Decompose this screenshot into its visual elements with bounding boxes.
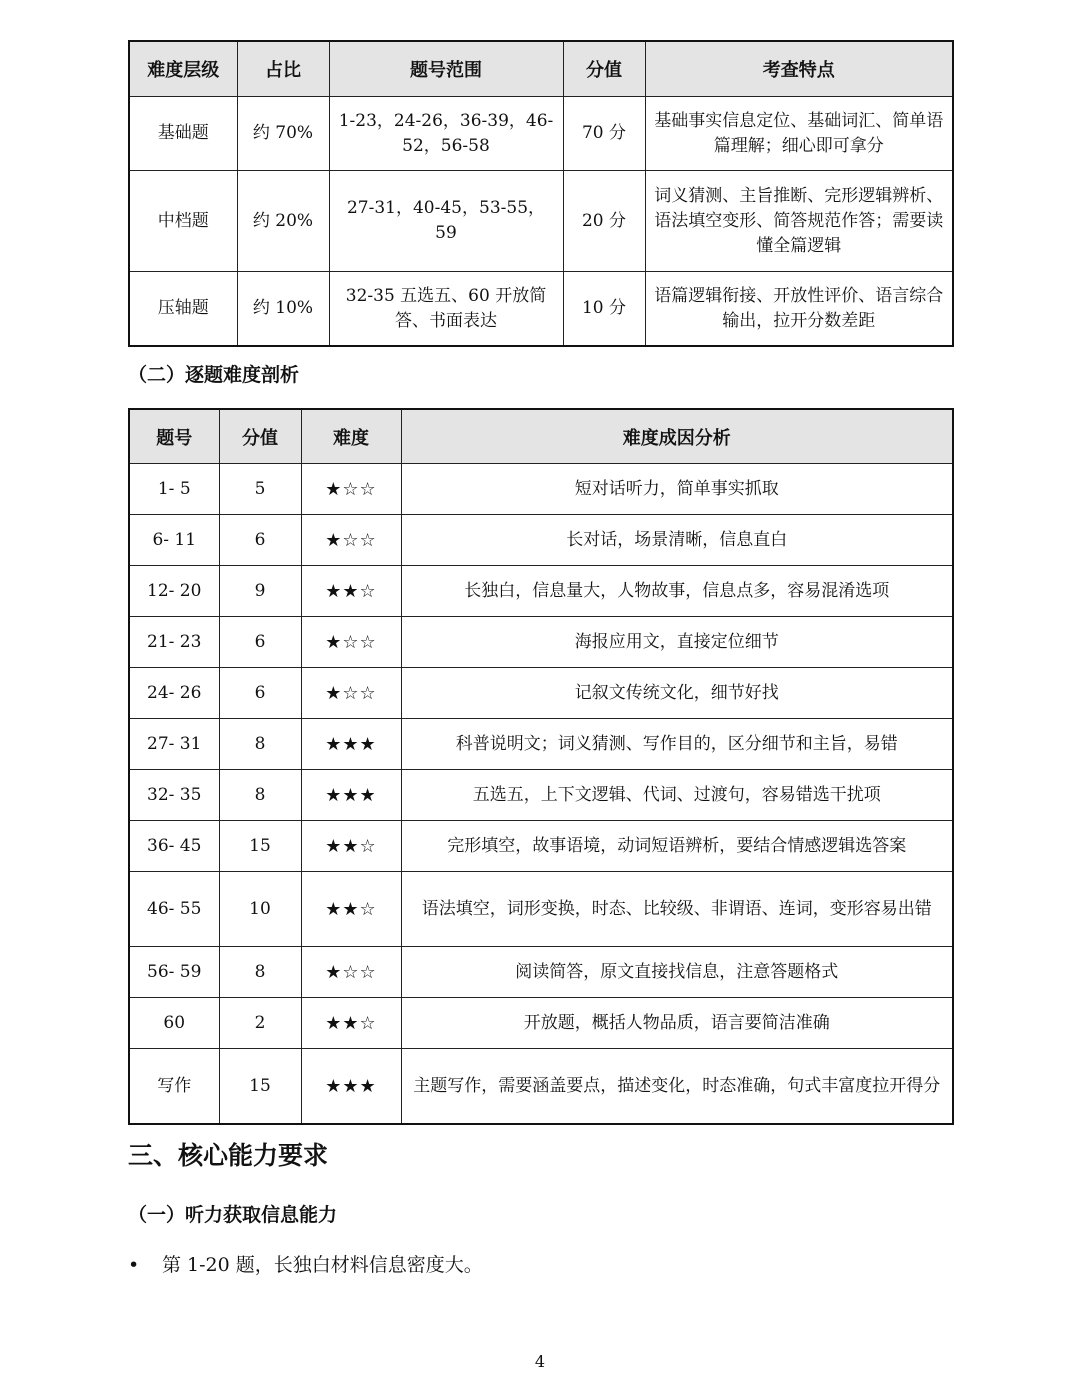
header-cell: 占比 bbox=[237, 41, 329, 97]
analysis-cell: 主题写作，需要涵盖要点，描述变化，时态准确，句式丰富度拉开得分 bbox=[401, 1049, 953, 1125]
table-cell: 约 70% bbox=[237, 97, 329, 171]
score-cell: 6 bbox=[219, 668, 301, 719]
difficulty-level-table bbox=[128, 40, 954, 347]
table-row bbox=[129, 821, 953, 872]
table-row bbox=[129, 171, 953, 272]
question-range-cell: 60 bbox=[129, 998, 219, 1049]
score-cell: 8 bbox=[219, 719, 301, 770]
table-row bbox=[129, 566, 953, 617]
chapter-heading: 三、核心能力要求 bbox=[128, 1141, 329, 1170]
difficulty-stars: ★☆☆ bbox=[301, 515, 401, 566]
table-cell: 10 分 bbox=[563, 272, 645, 347]
analysis-cell: 短对话听力，简单事实抓取 bbox=[401, 464, 953, 515]
score-cell: 8 bbox=[219, 947, 301, 998]
table-row bbox=[129, 97, 953, 171]
question-range-cell: 46- 55 bbox=[129, 872, 219, 947]
question-range-cell: 32- 35 bbox=[129, 770, 219, 821]
table-header-row bbox=[129, 41, 953, 97]
table-row bbox=[129, 668, 953, 719]
difficulty-stars: ★★★ bbox=[301, 719, 401, 770]
question-range-cell: 1- 5 bbox=[129, 464, 219, 515]
score-cell: 8 bbox=[219, 770, 301, 821]
score-cell: 9 bbox=[219, 566, 301, 617]
table-cell: 中档题 bbox=[129, 171, 237, 272]
score-cell: 6 bbox=[219, 515, 301, 566]
header-cell: 难度层级 bbox=[129, 41, 237, 97]
analysis-cell: 科普说明文；词义猜测、写作目的，区分细节和主旨，易错 bbox=[401, 719, 953, 770]
section-heading: （二）逐题难度剖析 bbox=[128, 364, 300, 386]
analysis-cell: 阅读简答，原文直接找信息，注意答题格式 bbox=[401, 947, 953, 998]
difficulty-stars: ★★☆ bbox=[301, 821, 401, 872]
header-cell: 考查特点 bbox=[645, 41, 953, 97]
table-row bbox=[129, 719, 953, 770]
question-range-cell: 27- 31 bbox=[129, 719, 219, 770]
difficulty-stars: ★★☆ bbox=[301, 872, 401, 947]
table-cell: 70 分 bbox=[563, 97, 645, 171]
per-question-difficulty-table bbox=[128, 408, 954, 1125]
score-cell: 6 bbox=[219, 617, 301, 668]
analysis-cell: 完形填空，故事语境，动词短语辨析，要结合情感逻辑选答案 bbox=[401, 821, 953, 872]
bullet-item bbox=[128, 1250, 483, 1277]
bullet-dot-icon: • bbox=[128, 1254, 140, 1276]
table-cell: 32-35 五选五、60 开放简答、书面表达 bbox=[329, 272, 563, 347]
difficulty-stars: ★☆☆ bbox=[301, 947, 401, 998]
table-row bbox=[129, 464, 953, 515]
header-cell: 难度成因分析 bbox=[401, 409, 953, 464]
score-cell: 15 bbox=[219, 1049, 301, 1125]
analysis-cell: 长独白，信息量大，人物故事，信息点多，容易混淆选项 bbox=[401, 566, 953, 617]
difficulty-stars: ★★★ bbox=[301, 1049, 401, 1125]
table-cell: 27-31，40-45，53-55，59 bbox=[329, 171, 563, 272]
difficulty-stars: ★☆☆ bbox=[301, 617, 401, 668]
page-number: 4 bbox=[534, 1352, 546, 1371]
table-row bbox=[129, 770, 953, 821]
header-cell: 分值 bbox=[563, 41, 645, 97]
table-cell: 压轴题 bbox=[129, 272, 237, 347]
question-range-cell: 写作 bbox=[129, 1049, 219, 1125]
table-cell: 约 20% bbox=[237, 171, 329, 272]
table-cell: 词义猜测、主旨推断、完形逻辑辨析、语法填空变形、简答规范作答；需要读懂全篇逻辑 bbox=[645, 171, 953, 272]
table-row bbox=[129, 1049, 953, 1125]
subsection-heading: （一）听力获取信息能力 bbox=[128, 1204, 338, 1226]
header-cell: 难度 bbox=[301, 409, 401, 464]
analysis-cell: 记叙文传统文化，细节好找 bbox=[401, 668, 953, 719]
analysis-cell: 长对话，场景清晰，信息直白 bbox=[401, 515, 953, 566]
table-row bbox=[129, 998, 953, 1049]
difficulty-stars: ★★☆ bbox=[301, 566, 401, 617]
table-row bbox=[129, 617, 953, 668]
difficulty-stars: ★★☆ bbox=[301, 998, 401, 1049]
question-range-cell: 21- 23 bbox=[129, 617, 219, 668]
bullet-text: 第 1-20 题，长独白材料信息密度大。 bbox=[162, 1254, 483, 1276]
table-cell: 1-23，24-26，36-39，46-52，56-58 bbox=[329, 97, 563, 171]
table-row bbox=[129, 515, 953, 566]
header-cell: 题号范围 bbox=[329, 41, 563, 97]
score-cell: 15 bbox=[219, 821, 301, 872]
analysis-cell: 开放题，概括人物品质，语言要简洁准确 bbox=[401, 998, 953, 1049]
table-cell: 基础事实信息定位、基础词汇、简单语篇理解；细心即可拿分 bbox=[645, 97, 953, 171]
question-range-cell: 6- 11 bbox=[129, 515, 219, 566]
header-cell: 分值 bbox=[219, 409, 301, 464]
analysis-cell: 五选五，上下文逻辑、代词、过渡句，容易错选干扰项 bbox=[401, 770, 953, 821]
table-row bbox=[129, 947, 953, 998]
table-cell: 语篇逻辑衔接、开放性评价、语言综合输出，拉开分数差距 bbox=[645, 272, 953, 347]
analysis-cell: 语法填空，词形变换，时态、比较级、非谓语、连词，变形容易出错 bbox=[401, 872, 953, 947]
table-cell: 约 10% bbox=[237, 272, 329, 347]
question-range-cell: 24- 26 bbox=[129, 668, 219, 719]
question-range-cell: 12- 20 bbox=[129, 566, 219, 617]
score-cell: 10 bbox=[219, 872, 301, 947]
question-range-cell: 36- 45 bbox=[129, 821, 219, 872]
table-cell: 20 分 bbox=[563, 171, 645, 272]
question-range-cell: 56- 59 bbox=[129, 947, 219, 998]
table-row bbox=[129, 272, 953, 347]
difficulty-stars: ★★★ bbox=[301, 770, 401, 821]
score-cell: 2 bbox=[219, 998, 301, 1049]
table-cell: 基础题 bbox=[129, 97, 237, 171]
score-cell: 5 bbox=[219, 464, 301, 515]
difficulty-stars: ★☆☆ bbox=[301, 464, 401, 515]
table-header-row bbox=[129, 409, 953, 464]
table-row bbox=[129, 872, 953, 947]
difficulty-stars: ★☆☆ bbox=[301, 668, 401, 719]
analysis-cell: 海报应用文，直接定位细节 bbox=[401, 617, 953, 668]
header-cell: 题号 bbox=[129, 409, 219, 464]
